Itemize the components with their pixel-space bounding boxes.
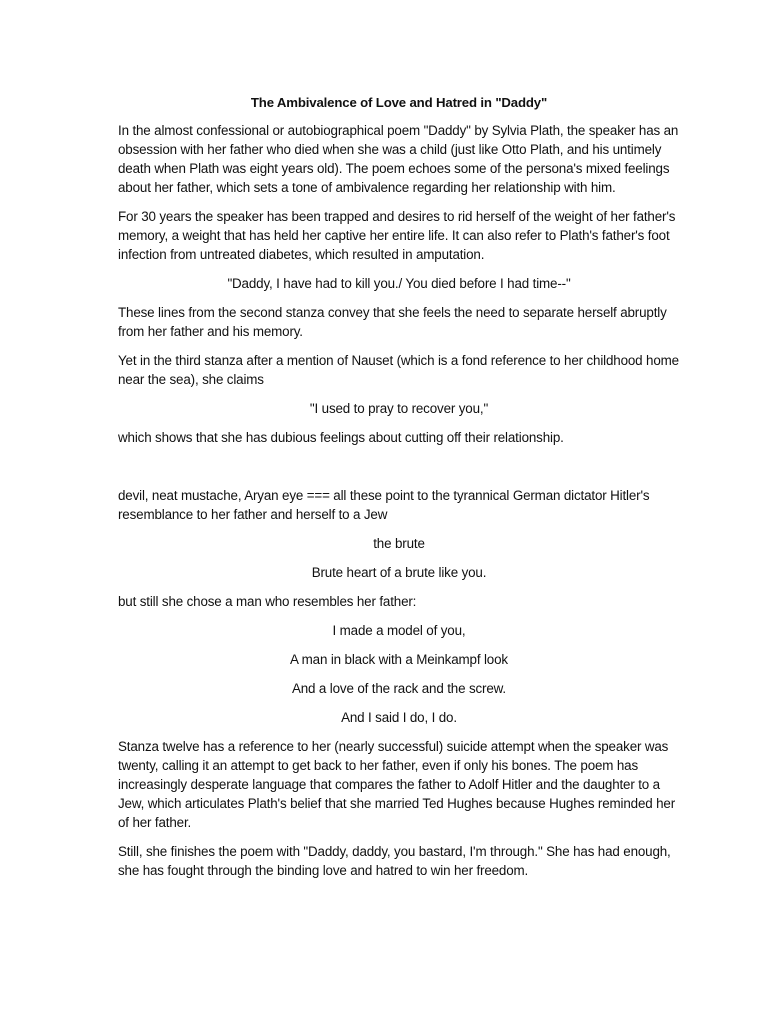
quote-the-brute: the brute	[373, 536, 425, 551]
paragraph-30-years: For 30 years the speaker has been trapped and desires to rid herself of the weight of her father's memory, a weight that has held her captive her entire life. It can also refer to Plath's father's foot infection from untreated diabetes, which resulted in amputation.	[118, 209, 676, 262]
paragraph-intro: In the almost confessional or autobiographical poem "Daddy" by Sylvia Plath, the speaker has an obsession with her father who died when she was a child (just like Otto Plath, and his untimely death when Plath was eight years old). The poem echoes some of the persona's mixed feelings about her father, which sets a tone of ambivalence regarding her relationship with him.	[118, 123, 679, 195]
quote-pray-to-recover: "I used to pray to recover you,"	[309, 401, 489, 416]
quote-man-in-black: A man in black with a Meinkampf look	[290, 652, 508, 667]
paragraph-stanza-twelve: Stanza twelve has a reference to her (nearly successful) suicide attempt when the speaker was twenty, calling it an attempt to get back to her father, even if only his bones. The poem has increasingly desperate language that compares the father to Adolf Hitler and the daughter to a Jew, which articulates Plath's belief that she married Ted Hughes because Hughes reminded her of her father.	[118, 739, 676, 830]
paragraph-dubious-feelings: which shows that she has dubious feelings about cutting off their relationship.	[118, 430, 564, 445]
paragraph-chose-a-man: but still she chose a man who resembles her father:	[118, 594, 417, 609]
document-title: The Ambivalence of Love and Hatred in "Daddy"	[250, 95, 548, 110]
paragraph-hitler-resemblance: devil, neat mustache, Aryan eye === all these point to the tyrannical German dictator Hitler's resemblance to her father and herself to a Jew	[118, 488, 650, 522]
paragraph-second-stanza: These lines from the second stanza convey that she feels the need to separate herself abruptly from her father and his memory.	[118, 305, 667, 339]
quote-rack-and-screw: And a love of the rack and the screw.	[291, 681, 507, 696]
quote-kill-you: "Daddy, I have had to kill you./ You died before I had time--"	[227, 276, 571, 291]
paragraph-conclusion: Still, she finishes the poem with "Daddy, daddy, you bastard, I'm through." She has had enough, she has fought through the binding love and hatred to win her freedom.	[118, 844, 671, 878]
quote-brute-heart: Brute heart of a brute like you.	[311, 565, 487, 580]
paragraph-third-stanza: Yet in the third stanza after a mention of Nauset (which is a fond reference to her childhood home near the sea), she claims	[118, 353, 679, 387]
quote-model-of-you: I made a model of you,	[332, 623, 466, 638]
document-body	[118, 93, 680, 890]
quote-i-do: And I said I do, I do.	[341, 710, 457, 725]
blank-space	[118, 457, 680, 486]
